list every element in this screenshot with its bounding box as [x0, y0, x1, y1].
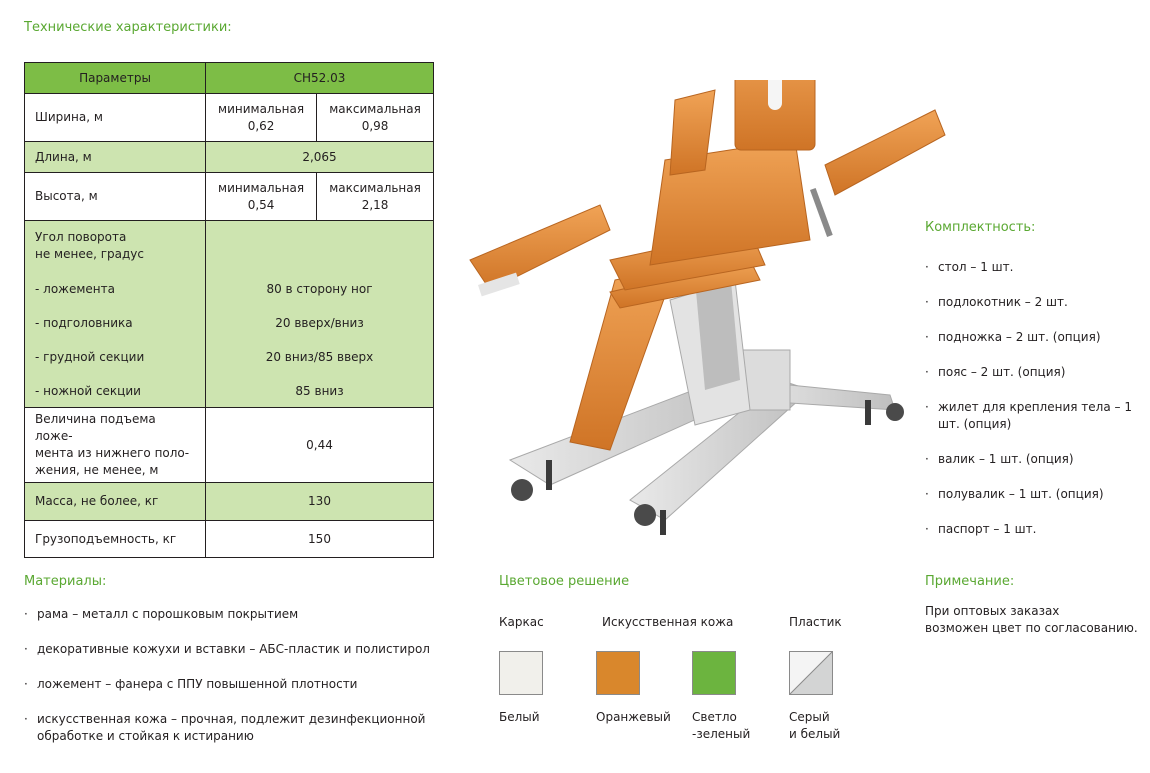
list-item: · паспорт – 1 шт.: [925, 521, 1145, 538]
list-item: · рама – металл с порошковым покрытием: [24, 606, 444, 623]
list-item: · искусственная кожа – прочная, подлежит дезинфекционной обработке и стойкая к истиранию: [24, 711, 444, 745]
capacity-label: Грузоподъемность, кг: [25, 521, 206, 558]
table-header-row: [25, 63, 434, 94]
swatch-grey-white: [789, 651, 833, 695]
spec-title: Технические характеристики:: [24, 20, 232, 35]
width-min: минимальная 0,62: [206, 94, 317, 142]
materials-list: [24, 606, 444, 745]
color-group-leather: Искусственная кожа: [602, 615, 734, 629]
lift-value: 0,44: [206, 408, 434, 483]
height-max: максимальная 2,18: [317, 173, 434, 221]
width-label: Ширина, м: [25, 94, 206, 142]
color-group-frame: Каркас: [499, 615, 544, 629]
colors-title: Цветовое решение: [499, 574, 630, 589]
table-row-angle: [25, 221, 434, 408]
mass-label: Масса, не более, кг: [25, 483, 206, 521]
swatch-label-light-green: Светло -зеленый: [692, 710, 751, 741]
table-row-lift: [25, 408, 434, 483]
note-text: При оптовых заказах возможен цвет по согласованию.: [925, 604, 1138, 635]
list-item: · жилет для крепления тела – 1 шт. (опция): [925, 399, 1145, 433]
length-value: 2,065: [206, 142, 434, 173]
table-row-length: [25, 142, 434, 173]
list-item: · ложемент – фанера с ППУ повышенной плотности: [24, 676, 444, 693]
swatch-light-green: [692, 651, 736, 695]
treatment-chair-illustration: [450, 80, 950, 540]
height-label: Высота, м: [25, 173, 206, 221]
header-model: CH52.03: [206, 63, 434, 94]
height-min: минимальная 0,54: [206, 173, 317, 221]
note-title: Примечание:: [925, 574, 1015, 589]
table-row-width: [25, 94, 434, 142]
width-max: максимальная 0,98: [317, 94, 434, 142]
header-params: Параметры: [25, 63, 206, 94]
mass-value: 130: [206, 483, 434, 521]
kit-list: [925, 259, 1145, 538]
list-item: · декоративные кожухи и вставки – АБС-пластик и полистирол: [24, 641, 444, 658]
list-item: · валик – 1 шт. (опция): [925, 451, 1145, 468]
color-group-plastic: Пластик: [789, 615, 842, 629]
spec-table: [24, 62, 434, 558]
swatch-label-grey-white: Серый и белый: [789, 710, 841, 741]
swatch-label-orange: Оранжевый: [596, 710, 671, 724]
list-item: · полувалик – 1 шт. (опция): [925, 486, 1145, 503]
kit-title: Комплектность:: [925, 220, 1036, 235]
list-item: · подлокотник – 2 шт.: [925, 294, 1145, 311]
length-label: Длина, м: [25, 142, 206, 173]
lift-label: Величина подъема ложе- мента из нижнего поло- жения, не менее, м: [25, 408, 206, 483]
materials-title: Материалы:: [24, 574, 107, 589]
list-item: · пояс – 2 шт. (опция): [925, 364, 1145, 381]
list-item: · подножка – 2 шт. (опция): [925, 329, 1145, 346]
table-row-height: [25, 173, 434, 221]
table-row-capacity: [25, 521, 434, 558]
angle-label: Угол поворота не менее, градус - ложемента - подголовника - грудной секции - ножной секции: [25, 221, 206, 408]
capacity-value: 150: [206, 521, 434, 558]
swatch-orange: [596, 651, 640, 695]
swatch-label-white: Белый: [499, 710, 540, 724]
table-row-mass: [25, 483, 434, 521]
angle-values: 80 в сторону ног 20 вверх/вниз 20 вниз/85 вверх 85 вниз: [206, 221, 434, 408]
swatch-white: [499, 651, 543, 695]
list-item: · стол – 1 шт.: [925, 259, 1145, 276]
